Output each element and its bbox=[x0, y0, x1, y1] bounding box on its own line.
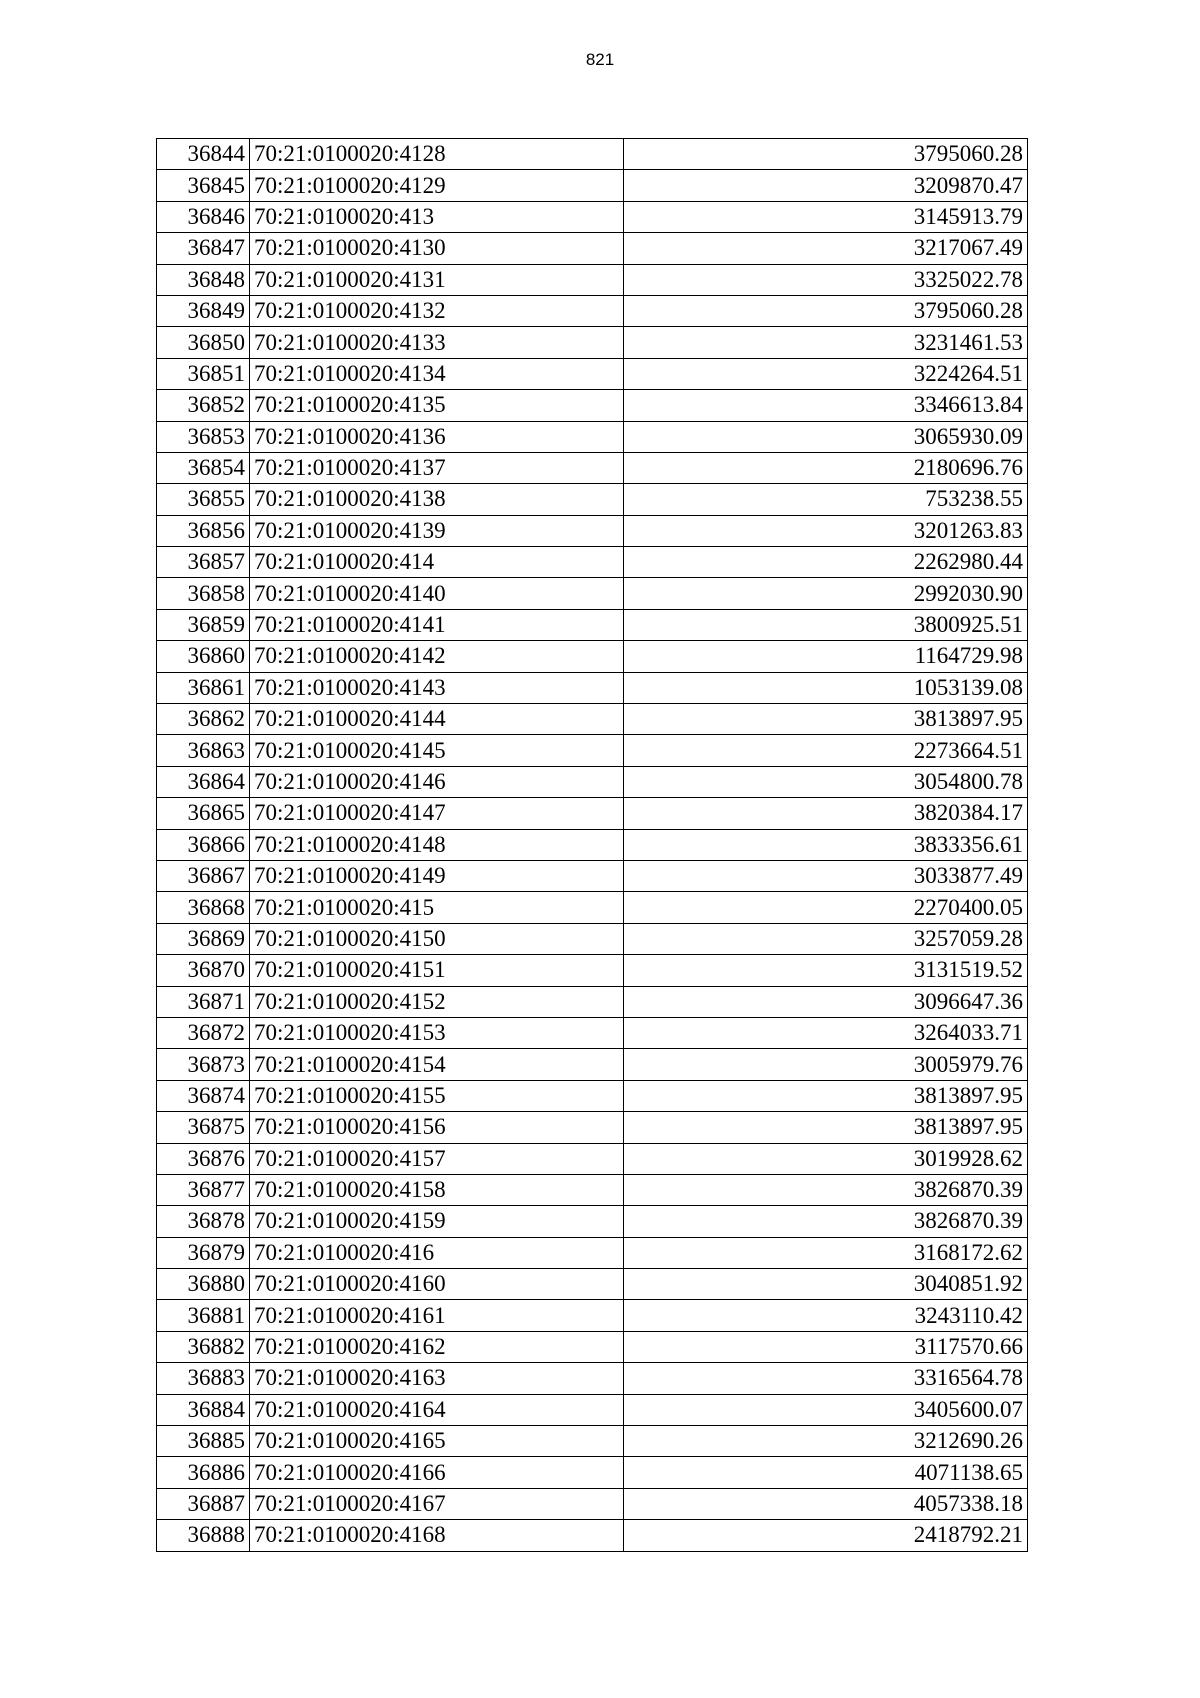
cadastral-number-cell: 70:21:0100020:4132 bbox=[250, 295, 624, 326]
table-row bbox=[157, 829, 1028, 860]
row-number-cell: 36866 bbox=[157, 829, 250, 860]
table-row bbox=[157, 327, 1028, 358]
table-row bbox=[157, 201, 1028, 232]
row-number-cell: 36845 bbox=[157, 170, 250, 201]
row-number-cell: 36880 bbox=[157, 1269, 250, 1300]
table-row bbox=[157, 1488, 1028, 1519]
cadastral-number-cell: 70:21:0100020:4141 bbox=[250, 609, 624, 640]
cadastral-number-cell: 70:21:0100020:4148 bbox=[250, 829, 624, 860]
cadastral-number-cell: 70:21:0100020:4155 bbox=[250, 1080, 624, 1111]
cadastral-number-cell: 70:21:0100020:4163 bbox=[250, 1363, 624, 1394]
row-number-cell: 36856 bbox=[157, 515, 250, 546]
row-number-cell: 36847 bbox=[157, 233, 250, 264]
table-row bbox=[157, 1206, 1028, 1237]
cadastral-number-cell: 70:21:0100020:4136 bbox=[250, 421, 624, 452]
row-number-cell: 36871 bbox=[157, 986, 250, 1017]
cadastral-number-cell: 70:21:0100020:4167 bbox=[250, 1488, 624, 1519]
cadastral-value-cell: 4071138.65 bbox=[624, 1457, 1028, 1488]
cadastral-value-cell: 3325022.78 bbox=[624, 264, 1028, 295]
table-row bbox=[157, 295, 1028, 326]
table-row bbox=[157, 139, 1028, 170]
row-number-cell: 36860 bbox=[157, 641, 250, 672]
table-row bbox=[157, 1143, 1028, 1174]
cadastral-value-table bbox=[156, 138, 1028, 1552]
cadastral-value-cell: 3813897.95 bbox=[624, 704, 1028, 735]
cadastral-number-cell: 70:21:0100020:4154 bbox=[250, 1049, 624, 1080]
cadastral-value-cell: 3833356.61 bbox=[624, 829, 1028, 860]
page-number: 821 bbox=[585, 50, 615, 69]
table-row bbox=[157, 860, 1028, 891]
row-number-cell: 36879 bbox=[157, 1237, 250, 1268]
table-row bbox=[157, 421, 1028, 452]
cadastral-value-cell: 3145913.79 bbox=[624, 201, 1028, 232]
cadastral-value-cell: 3405600.07 bbox=[624, 1394, 1028, 1425]
table-row bbox=[157, 609, 1028, 640]
cadastral-value-cell: 3096647.36 bbox=[624, 986, 1028, 1017]
cadastral-value-cell: 3168172.62 bbox=[624, 1237, 1028, 1268]
cadastral-number-cell: 70:21:0100020:413 bbox=[250, 201, 624, 232]
table-row bbox=[157, 986, 1028, 1017]
row-number-cell: 36850 bbox=[157, 327, 250, 358]
cadastral-value-cell: 3065930.09 bbox=[624, 421, 1028, 452]
cadastral-value-cell: 3264033.71 bbox=[624, 1017, 1028, 1048]
table-row bbox=[157, 358, 1028, 389]
table-row bbox=[157, 923, 1028, 954]
table-row bbox=[157, 704, 1028, 735]
table-row bbox=[157, 641, 1028, 672]
row-number-cell: 36861 bbox=[157, 672, 250, 703]
row-number-cell: 36868 bbox=[157, 892, 250, 923]
row-number-cell: 36857 bbox=[157, 547, 250, 578]
row-number-cell: 36844 bbox=[157, 139, 250, 170]
row-number-cell: 36864 bbox=[157, 766, 250, 797]
cadastral-value-cell: 3201263.83 bbox=[624, 515, 1028, 546]
cadastral-value-cell: 3813897.95 bbox=[624, 1112, 1028, 1143]
table-row bbox=[157, 892, 1028, 923]
cadastral-value-cell: 3117570.66 bbox=[624, 1331, 1028, 1362]
cadastral-number-cell: 70:21:0100020:4138 bbox=[250, 484, 624, 515]
cadastral-value-cell: 2262980.44 bbox=[624, 547, 1028, 578]
cadastral-value-cell: 3040851.92 bbox=[624, 1269, 1028, 1300]
row-number-cell: 36858 bbox=[157, 578, 250, 609]
cadastral-number-cell: 70:21:0100020:4149 bbox=[250, 860, 624, 891]
cadastral-number-cell: 70:21:0100020:415 bbox=[250, 892, 624, 923]
cadastral-number-cell: 70:21:0100020:4156 bbox=[250, 1112, 624, 1143]
cadastral-value-cell: 3795060.28 bbox=[624, 295, 1028, 326]
cadastral-number-cell: 70:21:0100020:4168 bbox=[250, 1520, 624, 1551]
cadastral-number-cell: 70:21:0100020:4151 bbox=[250, 955, 624, 986]
row-number-cell: 36888 bbox=[157, 1520, 250, 1551]
row-number-cell: 36862 bbox=[157, 704, 250, 735]
cadastral-number-cell: 70:21:0100020:4133 bbox=[250, 327, 624, 358]
table-row bbox=[157, 390, 1028, 421]
cadastral-number-cell: 70:21:0100020:414 bbox=[250, 547, 624, 578]
table-row bbox=[157, 484, 1028, 515]
cadastral-number-cell: 70:21:0100020:4164 bbox=[250, 1394, 624, 1425]
cadastral-value-cell: 3800925.51 bbox=[624, 609, 1028, 640]
row-number-cell: 36873 bbox=[157, 1049, 250, 1080]
table-row bbox=[157, 1017, 1028, 1048]
cadastral-number-cell: 70:21:0100020:4130 bbox=[250, 233, 624, 264]
cadastral-number-cell: 70:21:0100020:4129 bbox=[250, 170, 624, 201]
table-row bbox=[157, 1237, 1028, 1268]
table-row bbox=[157, 798, 1028, 829]
cadastral-value-cell: 3257059.28 bbox=[624, 923, 1028, 954]
cadastral-value-cell: 3054800.78 bbox=[624, 766, 1028, 797]
table-row bbox=[157, 1457, 1028, 1488]
row-number-cell: 36849 bbox=[157, 295, 250, 326]
cadastral-number-cell: 70:21:0100020:4139 bbox=[250, 515, 624, 546]
cadastral-value-cell: 3005979.76 bbox=[624, 1049, 1028, 1080]
cadastral-number-cell: 70:21:0100020:4152 bbox=[250, 986, 624, 1017]
cadastral-number-cell: 70:21:0100020:4146 bbox=[250, 766, 624, 797]
table-row bbox=[157, 735, 1028, 766]
cadastral-number-cell: 70:21:0100020:4161 bbox=[250, 1300, 624, 1331]
table-row bbox=[157, 1080, 1028, 1111]
cadastral-value-cell: 3795060.28 bbox=[624, 139, 1028, 170]
row-number-cell: 36876 bbox=[157, 1143, 250, 1174]
row-number-cell: 36869 bbox=[157, 923, 250, 954]
cadastral-value-cell: 2270400.05 bbox=[624, 892, 1028, 923]
cadastral-value-cell: 3231461.53 bbox=[624, 327, 1028, 358]
table-row bbox=[157, 264, 1028, 295]
table-row bbox=[157, 1426, 1028, 1457]
row-number-cell: 36872 bbox=[157, 1017, 250, 1048]
table-row bbox=[157, 766, 1028, 797]
table-row bbox=[157, 955, 1028, 986]
cadastral-number-cell: 70:21:0100020:4157 bbox=[250, 1143, 624, 1174]
table-row bbox=[157, 1269, 1028, 1300]
cadastral-value-cell: 3820384.17 bbox=[624, 798, 1028, 829]
cadastral-number-cell: 70:21:0100020:4134 bbox=[250, 358, 624, 389]
cadastral-value-cell: 2418792.21 bbox=[624, 1520, 1028, 1551]
table-row bbox=[157, 1520, 1028, 1551]
cadastral-number-cell: 70:21:0100020:416 bbox=[250, 1237, 624, 1268]
cadastral-value-cell: 3826870.39 bbox=[624, 1206, 1028, 1237]
cadastral-value-cell: 3346613.84 bbox=[624, 390, 1028, 421]
cadastral-number-cell: 70:21:0100020:4131 bbox=[250, 264, 624, 295]
row-number-cell: 36846 bbox=[157, 201, 250, 232]
row-number-cell: 36859 bbox=[157, 609, 250, 640]
table-row bbox=[157, 578, 1028, 609]
cadastral-value-cell: 3243110.42 bbox=[624, 1300, 1028, 1331]
row-number-cell: 36853 bbox=[157, 421, 250, 452]
cadastral-number-cell: 70:21:0100020:4142 bbox=[250, 641, 624, 672]
row-number-cell: 36887 bbox=[157, 1488, 250, 1519]
cadastral-number-cell: 70:21:0100020:4162 bbox=[250, 1331, 624, 1362]
table-row bbox=[157, 452, 1028, 483]
table-row bbox=[157, 170, 1028, 201]
cadastral-value-cell: 3316564.78 bbox=[624, 1363, 1028, 1394]
row-number-cell: 36884 bbox=[157, 1394, 250, 1425]
table-row bbox=[157, 672, 1028, 703]
table-row bbox=[157, 547, 1028, 578]
cadastral-number-cell: 70:21:0100020:4145 bbox=[250, 735, 624, 766]
row-number-cell: 36875 bbox=[157, 1112, 250, 1143]
row-number-cell: 36883 bbox=[157, 1363, 250, 1394]
table-row bbox=[157, 1049, 1028, 1080]
cadastral-number-cell: 70:21:0100020:4137 bbox=[250, 452, 624, 483]
cadastral-value-cell: 2273664.51 bbox=[624, 735, 1028, 766]
row-number-cell: 36854 bbox=[157, 452, 250, 483]
row-number-cell: 36874 bbox=[157, 1080, 250, 1111]
table-row bbox=[157, 1112, 1028, 1143]
cadastral-number-cell: 70:21:0100020:4128 bbox=[250, 139, 624, 170]
cadastral-number-cell: 70:21:0100020:4153 bbox=[250, 1017, 624, 1048]
cadastral-number-cell: 70:21:0100020:4147 bbox=[250, 798, 624, 829]
table-row bbox=[157, 1363, 1028, 1394]
cadastral-value-cell: 2992030.90 bbox=[624, 578, 1028, 609]
table-row bbox=[157, 1300, 1028, 1331]
cadastral-number-cell: 70:21:0100020:4165 bbox=[250, 1426, 624, 1457]
row-number-cell: 36848 bbox=[157, 264, 250, 295]
cadastral-value-cell: 3826870.39 bbox=[624, 1174, 1028, 1205]
row-number-cell: 36878 bbox=[157, 1206, 250, 1237]
cadastral-number-cell: 70:21:0100020:4143 bbox=[250, 672, 624, 703]
row-number-cell: 36867 bbox=[157, 860, 250, 891]
cadastral-value-cell: 3131519.52 bbox=[624, 955, 1028, 986]
cadastral-value-cell: 3209870.47 bbox=[624, 170, 1028, 201]
cadastral-number-cell: 70:21:0100020:4166 bbox=[250, 1457, 624, 1488]
cadastral-value-cell: 3217067.49 bbox=[624, 233, 1028, 264]
row-number-cell: 36865 bbox=[157, 798, 250, 829]
cadastral-value-cell: 3224264.51 bbox=[624, 358, 1028, 389]
row-number-cell: 36886 bbox=[157, 1457, 250, 1488]
cadastral-value-cell: 4057338.18 bbox=[624, 1488, 1028, 1519]
cadastral-number-cell: 70:21:0100020:4140 bbox=[250, 578, 624, 609]
table-body bbox=[157, 139, 1028, 1552]
cadastral-value-cell: 753238.55 bbox=[624, 484, 1028, 515]
cadastral-value-cell: 1053139.08 bbox=[624, 672, 1028, 703]
row-number-cell: 36882 bbox=[157, 1331, 250, 1362]
table-row bbox=[157, 1394, 1028, 1425]
row-number-cell: 36881 bbox=[157, 1300, 250, 1331]
cadastral-value-cell: 1164729.98 bbox=[624, 641, 1028, 672]
row-number-cell: 36855 bbox=[157, 484, 250, 515]
cadastral-value-cell: 3033877.49 bbox=[624, 860, 1028, 891]
row-number-cell: 36877 bbox=[157, 1174, 250, 1205]
table-row bbox=[157, 1174, 1028, 1205]
cadastral-number-cell: 70:21:0100020:4150 bbox=[250, 923, 624, 954]
cadastral-number-cell: 70:21:0100020:4160 bbox=[250, 1269, 624, 1300]
cadastral-number-cell: 70:21:0100020:4135 bbox=[250, 390, 624, 421]
cadastral-value-cell: 3212690.26 bbox=[624, 1426, 1028, 1457]
row-number-cell: 36863 bbox=[157, 735, 250, 766]
cadastral-number-cell: 70:21:0100020:4144 bbox=[250, 704, 624, 735]
table-row bbox=[157, 233, 1028, 264]
row-number-cell: 36851 bbox=[157, 358, 250, 389]
cadastral-value-cell: 2180696.76 bbox=[624, 452, 1028, 483]
cadastral-value-cell: 3019928.62 bbox=[624, 1143, 1028, 1174]
row-number-cell: 36870 bbox=[157, 955, 250, 986]
row-number-cell: 36852 bbox=[157, 390, 250, 421]
cadastral-number-cell: 70:21:0100020:4158 bbox=[250, 1174, 624, 1205]
table-row bbox=[157, 515, 1028, 546]
cadastral-value-cell: 3813897.95 bbox=[624, 1080, 1028, 1111]
cadastral-number-cell: 70:21:0100020:4159 bbox=[250, 1206, 624, 1237]
row-number-cell: 36885 bbox=[157, 1426, 250, 1457]
table-row bbox=[157, 1331, 1028, 1362]
